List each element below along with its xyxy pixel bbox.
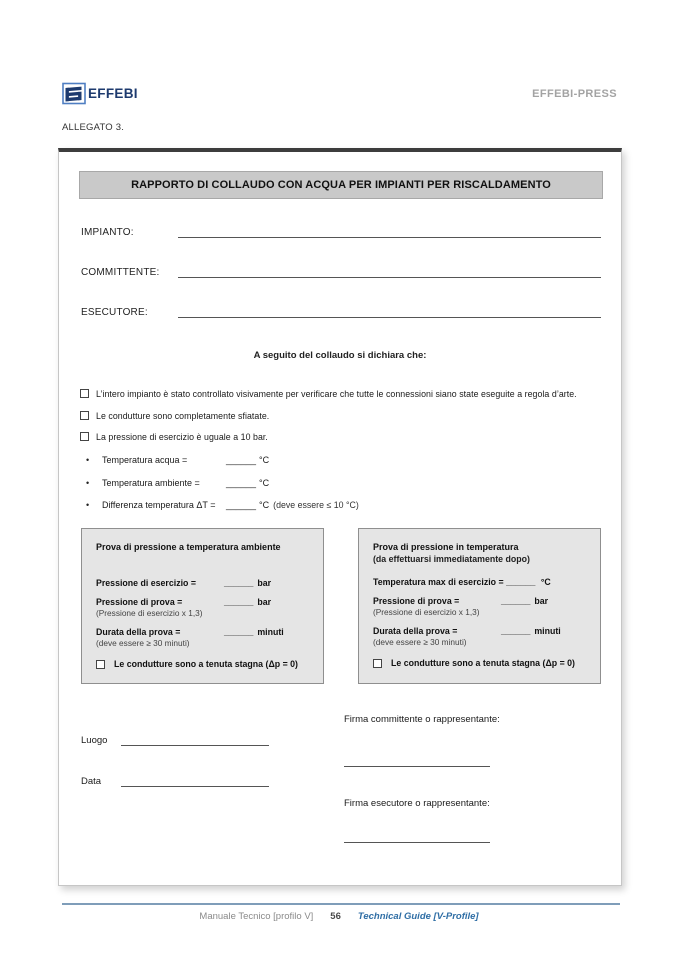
blank-line: ______: [226, 455, 257, 465]
box-row-temp-max: [373, 577, 587, 587]
declaration-heading: A seguito del collaudo si dichiara che:: [253, 350, 427, 361]
checkbox-icon: [96, 660, 105, 669]
box-title: Prova di pressione in temperatura: [373, 542, 519, 552]
footer-rule: [62, 903, 620, 905]
effebi-logo: [62, 82, 138, 105]
checkbox-icon: [80, 411, 89, 420]
box-note: (Pressione di esercizio x 1,3): [373, 607, 480, 617]
bullet-label: Temperatura acqua =: [102, 455, 188, 465]
blank-line: ______: [224, 597, 254, 607]
form-title-bar: [79, 171, 603, 199]
footer-technical-guide: Technical Guide [V-Profile]: [357, 911, 479, 922]
box-subtitle: (da effettuarsi immediatamente dopo): [373, 554, 530, 564]
bullet-item-differenza-temp: [86, 500, 359, 510]
form-title: RAPPORTO DI COLLAUDO CON ACQUA PER IMPIANTI PER RISCALDAMENTO: [131, 179, 551, 191]
pressure-box-temperature: [358, 528, 601, 684]
box-label: Durata della prova =: [96, 627, 181, 637]
form-page: [58, 148, 622, 886]
data-label: Data: [81, 776, 102, 787]
box-row-esercizio: [96, 578, 310, 588]
blank-line: ______: [506, 577, 536, 587]
box-note: (Pressione di esercizio x 1,3): [96, 608, 203, 618]
blank-line: ______: [226, 500, 257, 510]
field-row-committente: [81, 266, 601, 278]
blank-line: ______: [501, 626, 531, 636]
check-label: Le condutture sono a tenuta stagna (Δp = 0): [114, 659, 298, 669]
check-label: L’intero impianto è stato controllato visivamente per verificare che tutte le connessioni siano state eseguite a regola d’arte.: [96, 389, 577, 399]
bullet-item-temp-acqua: [86, 455, 359, 465]
box-note: (deve essere ≥ 30 minuti): [96, 638, 190, 648]
box-label: Pressione di esercizio =: [96, 578, 196, 588]
luogo-row: [81, 735, 269, 746]
footer-manual-title: Manuale Tecnico [profilo V]: [199, 911, 314, 922]
effebi-press-label: EFFEBI-PRESS: [532, 88, 617, 100]
firma-committente-label: Firma committente o rappresentante:: [344, 714, 500, 725]
blank-line: ______: [226, 477, 257, 488]
impianto-label: IMPIANTO:: [81, 227, 134, 238]
unit-label: °C: [259, 477, 270, 488]
box-label: Pressione di prova =: [373, 596, 460, 606]
pressure-box-ambient: [81, 528, 324, 684]
firma-esecutore-label: Firma esecutore o rappresentante:: [344, 798, 490, 809]
checklist: [80, 389, 612, 454]
firma-committente-line: [344, 757, 490, 767]
unit-label: minuti: [534, 626, 561, 636]
luogo-field-line: [121, 735, 269, 746]
box-row-durata: [373, 626, 587, 636]
field-row-impianto: [81, 226, 601, 238]
box-title: Prova di pressione a temperatura ambiente: [96, 542, 281, 552]
box-note: (deve essere ≥ 30 minuti): [373, 637, 467, 647]
box-label: Pressione di prova =: [96, 597, 183, 607]
check-item-pressione: [80, 432, 612, 442]
bullet-label: Differenza temperatura ΔT =: [102, 500, 216, 510]
data-row: [81, 776, 269, 787]
box-row-prova: [373, 596, 587, 606]
check-label: Le condutture sono completamente sfiatate.: [96, 410, 270, 421]
data-field-line: [121, 776, 269, 787]
bullet-dot: •: [86, 455, 90, 465]
unit-label: bar: [257, 578, 272, 588]
committente-field-line: [178, 266, 601, 278]
effebi-logo-mark-icon: [62, 82, 87, 105]
checkbox-icon: [80, 389, 89, 398]
allegato-label: ALLEGATO 3.: [62, 122, 125, 133]
bullet-dot: •: [86, 500, 90, 510]
checkbox-icon: [80, 432, 89, 441]
temperature-bullet-list: [86, 455, 359, 523]
blank-line: ______: [501, 596, 531, 606]
check-item-sfiatate: [80, 411, 612, 421]
unit-label: minuti: [257, 627, 284, 637]
box-label: Temperatura max di esercizio =: [373, 577, 504, 587]
effebi-logo-wordmark: EFFEBI: [88, 86, 138, 101]
committente-label: COMMITTENTE:: [81, 267, 160, 278]
check-label: Le condutture sono a tenuta stagna (Δp = 0): [391, 658, 575, 668]
firma-esecutore-line: [344, 833, 490, 843]
esecutore-label: ESECUTORE:: [81, 307, 148, 318]
checkbox-icon: [373, 659, 382, 668]
impianto-field-line: [178, 226, 601, 238]
unit-label: bar: [257, 597, 272, 607]
box-row-prova: [96, 597, 310, 607]
box-check-row: [373, 658, 587, 668]
unit-label: °C: [540, 577, 551, 587]
check-label: La pressione di esercizio è uguale a 10 bar.: [96, 432, 268, 442]
footer: [0, 911, 678, 922]
bullet-dot: •: [86, 477, 90, 488]
box-check-row: [96, 659, 310, 669]
unit-label: °C: [259, 455, 270, 465]
bullet-item-temp-ambiente: [86, 478, 359, 488]
blank-line: ______: [224, 578, 254, 588]
blank-line: ______: [224, 627, 254, 637]
check-item-connessioni: [80, 389, 612, 399]
luogo-label: Luogo: [81, 735, 108, 746]
unit-label: °C: [259, 500, 270, 510]
field-row-esecutore: [81, 306, 601, 318]
esecutore-field-line: [178, 306, 601, 318]
box-row-durata: [96, 627, 310, 637]
constraint-note: (deve essere ≤ 10 °C): [273, 500, 359, 510]
box-label: Durata della prova =: [373, 626, 458, 636]
bullet-label: Temperatura ambiente =: [102, 477, 200, 488]
unit-label: bar: [534, 596, 549, 606]
footer-page-number: 56: [330, 911, 341, 922]
